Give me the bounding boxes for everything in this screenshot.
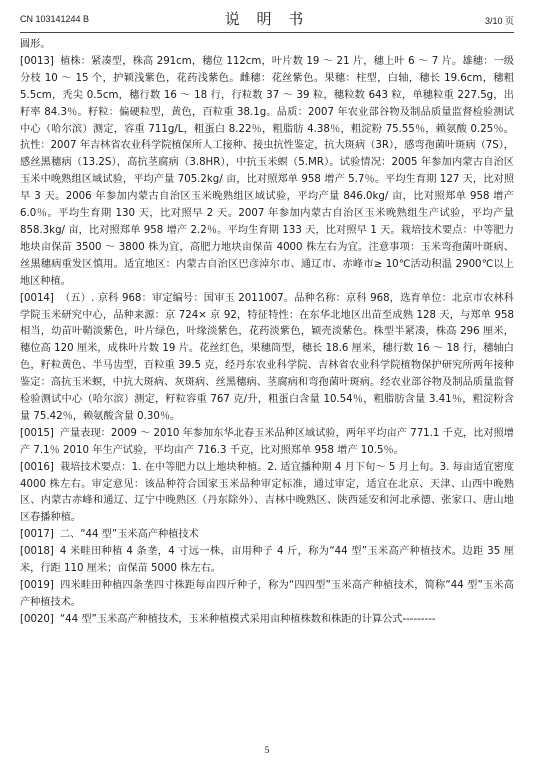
page-number: 5: [264, 746, 270, 756]
paragraph-text: （五）. 京科 968：审定编号：国审玉 2011007。品种名称：京科 968，选育单位：北京市农林科学院玉米研究中心，品种来源：京 724× 京 92，特征特性：在东华北地区出苗至成熟 128 天，与郑单 958 相当，幼苗叶鞘淡紫色，叶片绿色，叶缘淡紫色，花药淡紫色，颖壳淡紫色。株型半紧凑，株高 296 厘米，穗位高 120 厘米，成株叶片数 19 片。花丝红色，果穗筒型，穗长 18.6 厘米，穗行数 16 ～ 18 行，穗轴白色，籽粒黄色、半马齿型，百粒重 39.5 克，经丹东农业科学院、吉林省农业科学院植物保护研究所两年接种鉴定：高抗玉米螟，中抗大斑病、灰斑病、丝黑穗病、茎腐病和弯孢菌叶斑病。经农业部谷物及制品质量监督检验测试中心（哈尔滨）测定，籽粒容重 767 克/升，粗蛋白含量 10.54％，粗脂肪含量 3.41％，粗淀粉含量 75.42％，赖氨酸含量 0.30％。: [20, 292, 514, 422]
paragraph-0015: [20, 426, 514, 460]
page-header: [20, 8, 514, 30]
paragraph-0017: [20, 527, 514, 544]
paragraph-0019: [20, 578, 514, 612]
paragraph-text: 圆形。: [20, 39, 51, 50]
paragraph-text: 四米畦田种植四条垄四寸株距每亩四斤种子，称为“四四型”玉米高产种植技术，简称“44 型”玉米高产种植技术。: [20, 580, 514, 608]
paragraph-number: [0019]: [20, 580, 54, 591]
paragraph-number: [0018]: [20, 546, 54, 558]
paragraph-text: “44 型”玉米高产种植技术，玉米种植模式采用亩种植株数和株距的计算公式---------: [59, 613, 436, 625]
paragraph-0020: [20, 612, 514, 629]
document-body: [20, 37, 514, 629]
paragraph-text: 4 米畦田种植 4 条垄，4 寸远一株，亩用种子 4 斤，称为“44 型”玉米高产种植技术。边距 35 厘米，行距 110 厘米；亩保苗 5000 株左右。: [20, 546, 514, 575]
page-indicator: 3/10 页: [484, 16, 514, 26]
paragraph-0016: [20, 460, 514, 528]
header-divider: [20, 32, 514, 33]
section-title: 说 明 书: [224, 10, 310, 28]
paragraph-text: 植株：紧凑型，株高 291cm，穗位 112cm，叶片数 19 ～ 21 片，穗上叶 6 ～ 7 片。雄穗：一级分枝 10 ～ 15 个，护颖浅紫色，花药浅紫色。雌穗：花丝紫色。果穗：柱型，白轴，穗长 19.6cm，穗粗 5.5cm，秃尖 0.5cm，穗行数 16 ～ 18 行，行粒数 37 ～ 39 粒，穗粒数 643 粒，单穗粒重 227.5g，出籽率 84.3％。籽粒：偏硬粒型，黄色，百粒重 38.1g。品质：2007 年农业部谷物及制品质量监督检验测试中心（哈尔滨）测定，容重 711g/L，粗蛋白 8.22％，粗脂肪 4.38％，粗淀粉 75.55％，赖氨酸 0.25％。抗性：2007 年吉林省农业科学院植保所人工接种、接虫抗性鉴定，抗大斑病（3R），感弯孢菌叶斑病（7S），感丝黑穗病（13.2S），高抗茎腐病（3.8HR），中抗玉米螟（5.MR）。试验情况：2005 年参加内蒙古自治区玉米中晚熟组区域试验，平均产量 705.2kg/ 亩，比对照郑单 958 增产 5.7％。平均生育期 127 天，比对照早 3 天。2006 年参加内蒙古自治区玉米晚熟组区域试验，平均产量 846.0kg/ 亩，比对照郑单 958 增产 6.0％。平均生育期 130 天，比对照早 2 天。2007 年参加内蒙古自治区玉米晚熟组生产试验，平均产量 858.3kg/ 亩，比对照郑单 958 增产 2.2％。平均生育期 133 天，比对照早 1 天。栽培技术要点：中等肥力地块亩保苗 3500 ～ 3800 株为宜，高肥力地块亩保苗 4000 株左右为宜。注意事项：玉米弯孢菌叶斑病、丝黑穗病重发区慎用。适宜地区：内蒙古自治区巴彦淖尔市、通辽市、赤峰市≥ 10℃活动积温 2900℃以上地区种植。: [20, 55, 514, 287]
paragraph-number: [0013]: [20, 55, 54, 67]
paragraph-number: [0014]: [20, 292, 54, 304]
patent-number: CN 103141244 B: [20, 14, 90, 24]
paragraph-number: [0020]: [20, 613, 54, 625]
paragraph-0018: [20, 544, 514, 578]
paragraph-text: 二、“44 型”玉米高产种植技术: [59, 529, 199, 541]
paragraph-number: [0015]: [20, 427, 54, 439]
paragraph-number: [0016]: [20, 461, 54, 473]
paragraph-text: 产量表现：2009 ～ 2010 年参加东华北春玉米品种区域试验，两年平均亩产 771.1 千克，比对照增产 7.1％ 2010 年生产试验，平均亩产 716.3 千克，比对照郑单 958 增产 10.5％。: [20, 427, 514, 456]
paragraph-number: [0017]: [20, 529, 54, 541]
paragraph-0014: [20, 291, 514, 426]
paragraph-text: 栽培技术要点：1. 在中等肥力以上地块种植。2. 适宜播种期 4 月下旬～ 5 月上旬。3. 每亩适宜密度 4000 株左右。审定意见：该品种符合国家玉米品种审定标准，通过审定，适宜在北京、天津、山西中晚熟区、内蒙古赤峰和通辽、辽宁中晚熟区（丹东除外）、吉林中晚熟区、陕西延安和河北承德、张家口、唐山地区春播种植。: [20, 461, 514, 524]
paragraph-continuation: [20, 37, 514, 54]
paragraph-0013: [20, 54, 514, 291]
